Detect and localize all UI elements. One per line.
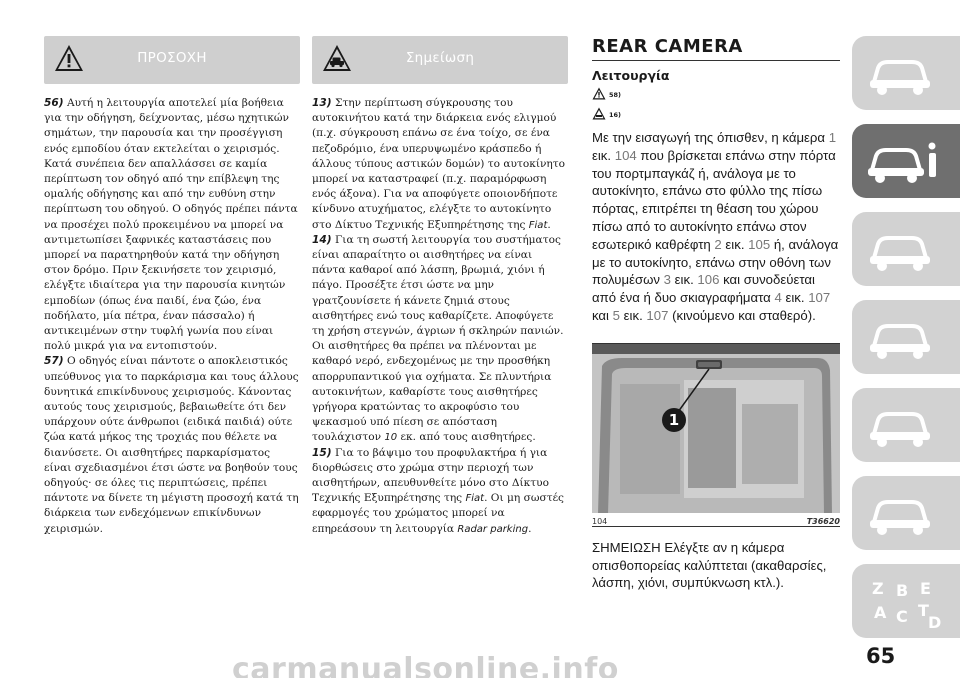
- reference-value: 5: [612, 307, 620, 323]
- subsection-title: Λειτουργία: [592, 68, 670, 83]
- warning-title: ΠΡΟΣΟΧΗ: [137, 50, 207, 66]
- note-banner: [312, 36, 568, 84]
- warning-column: [44, 36, 300, 537]
- rear-door-camera-figure: [592, 343, 840, 513]
- note-body: [312, 96, 568, 537]
- chapter-tab-index[interactable]: [852, 564, 960, 638]
- body-text-segment: εικ.: [721, 236, 749, 252]
- car-fuel-icon: [866, 222, 936, 274]
- reference-row: [592, 83, 840, 103]
- reference-value: 2: [714, 236, 722, 252]
- reference-value: 1: [828, 130, 837, 145]
- chapter-tab-vehicle[interactable]: [852, 36, 960, 110]
- car-wrench-icon: [866, 486, 936, 538]
- car-info-icon: [866, 134, 946, 186]
- svg-text:C: C: [896, 607, 908, 626]
- warning-body: [44, 96, 300, 537]
- note-paragraph: 13) Στην περίπτωση σύγκρουσης του αυτοκινήτου κατά την διάρκεια ενός ελιγμού (π.χ. σύγκρουση επάνω σε ένα τοίχο, σε ένα πεζοδρόμιο, ένα υπερυψωμένο κράσπεδο ή άλλους τύπους αστικών δομών) το αυτοκίνητο μπορεί να καταστραφεί (π.χ. παραμόρφωση ενός άξονα). Για να αποφύγετε οποιονδήποτε κίνδυνο ατυχήματος, ελέγξτε το αυτοκίνητο στο Δίκτυο Τεχνικής Εξυπηρέτησης της Fiat.: [312, 97, 566, 231]
- camera-note: ΣΗΜΕΙΩΣΗ Ελέγξτε αν η κάμερα οπισθοπορείας καλύπτεται (ακαθαρσίες, λάσπη, χιόνι, συμπύκνωση κτλ.).: [592, 539, 827, 591]
- body-text-segment: και συνοδεύεται από ένα ή δυο σκιαγραφήματα: [592, 272, 815, 306]
- body-text-segment: που βρίσκεται επάνω στην πόρτα του πορτμπαγκάζ ή, ανάλογα με το αυτοκίνητο, επάνω στο φύλλο της πίσω πόρτας, επιτρέπει τη θέαση του χώρου πίσω από το αυτοκίνητο επάνω στον εσωτερικό καθρέφτη: [592, 147, 836, 252]
- body-text-segment: ή, ανάλογα με το αυτοκίνητο, επάνω στην οθόνη των πολυμέσων: [592, 236, 839, 288]
- svg-text:B: B: [896, 581, 909, 600]
- alphabet-index-icon: [866, 574, 946, 634]
- chapter-tab-emergency[interactable]: [852, 388, 960, 462]
- car-icon: [866, 46, 936, 98]
- reference-value: 107: [808, 290, 831, 306]
- warning-paragraph: 57) Ο οδηγός είναι πάντοτε ο αποκλειστικός υπεύθυνος για το παρκάρισμα και τους άλλους δυνητικά επικίνδυνους χειρισμούς. Κάνοντας αυτούς τους χειρισμούς, βεβαιωθείτε ότι δεν υπάρχουν ούτε άνθρωποι (ειδικά παιδιά) ούτε ζώα κατά μήκος της τροχιάς που θέλετε να διανύσετε. Οι αισθητήρες παρκαρίσματος είναι σχεδιασμένοι έτσι ώστε να βοηθούν τους οδηγούς· σε όλες τις περιπτώσεις, πρέπει πάντοτε να δίνετε τη μέγιστη προσοχή κατά τη διάρκεια των ενδεχόμενων επικίνδυνων χειρισμών.: [44, 355, 299, 535]
- car-speed-icon: [866, 310, 936, 362]
- reference-value: 3: [663, 272, 671, 288]
- rear-camera-section: [592, 36, 840, 592]
- watermark: carmanualsonline.info: [232, 652, 619, 678]
- figure-callout: 1: [662, 408, 686, 432]
- warning-banner: [44, 36, 300, 84]
- reference-row: [592, 103, 840, 123]
- figure-code: T36620: [806, 516, 840, 526]
- section-divider: [592, 60, 840, 61]
- svg-text:Z: Z: [872, 579, 884, 598]
- body-text-segment: εικ.: [781, 290, 809, 306]
- rear-camera-description: [592, 129, 840, 325]
- body-text-segment: και: [592, 307, 613, 323]
- reference-number: 16): [609, 111, 622, 119]
- car-bump-icon: [592, 107, 606, 120]
- reference-number: 58): [609, 91, 622, 99]
- svg-text:T: T: [918, 601, 929, 620]
- reference-value: 107: [646, 307, 669, 323]
- body-text-segment: εικ.: [620, 307, 647, 323]
- figure-number: 104: [592, 516, 608, 526]
- reference-value: 4: [774, 290, 782, 306]
- chapter-tabs: [852, 36, 960, 652]
- rear-door-photo: [592, 344, 840, 513]
- note-title: Σημείωση: [405, 50, 475, 66]
- car-tool-icon: [866, 398, 936, 450]
- svg-text:D: D: [928, 613, 942, 632]
- warning-triangle-icon: [592, 87, 606, 100]
- section-title: REAR CAMERA: [592, 36, 743, 57]
- note-paragraph: 14) Για τη σωστή λειτουργία του συστήματος είναι απαραίτητο οι αισθητήρες να είναι πάντα καθαροί από λάσπη, βρωμιά, χιόνι ή πάγο. Προσέξτε έτσι ώστε να μην γρατζουνίσετε ή κάνετε ζημιά στους αισθητήρες ενώ τους καθαρίζετε. Αποφύγετε τη χρήση στεγνών, άγριων ή σκληρών πανιών. Οι αισθητήρες θα πρέπει να πλένονται με καθαρό νερό, ενδεχομένως με την προσθήκη απορρυπαντικού για οχήματα. Σε πλυντήρια αυτοκινήτων, καθαρίστε τους αισθητήρες γρήγορα κρατώντας το ακροφύσιο του ψεκασμού υπό πίεση σε απόσταση τουλάχιστον 10 εκ. από τους αισθητήρες.: [312, 233, 564, 444]
- chapter-tab-safety[interactable]: [852, 212, 960, 286]
- body-text-segment: εικ.: [592, 147, 615, 163]
- svg-text:A: A: [874, 603, 887, 622]
- body-text-segment: εικ.: [671, 272, 698, 288]
- reference-value: 105: [748, 236, 771, 252]
- body-text-segment: Με την εισαγωγή της όπισθεν, η κάμερα: [592, 130, 829, 145]
- body-text-segment: (κινούμενο και σταθερό).: [668, 307, 816, 323]
- reference-value: 106: [697, 272, 720, 288]
- reference-value: 104: [614, 147, 637, 163]
- figure-caption: [592, 513, 840, 527]
- chapter-tab-starting-driving[interactable]: [852, 300, 960, 374]
- chapter-tab-maintenance[interactable]: [852, 476, 960, 550]
- svg-text:E: E: [920, 579, 931, 598]
- warning-paragraph: 56) Αυτή η λειτουργία αποτελεί μία βοήθεια για την οδήγηση, δείχνοντας, μέσω ηχητικών σημάτων, την παρουσία και την προσέγγιση ενός εμποδίου όταν εκτελείται ο χειρισμός. Κατά συνέπεια δεν απαλλάσσει σε καμία περίπτωση τον οδηγό από την επίβλεψη της ομαλής οδήγησης και από την ευθύνη στην περίπτωση του οδηγού. Ο οδηγός πρέπει πάντα να προσέχει πολύ προκειμένου να μπορεί να αντιμετωπίσει ξαφνικές καταστάσεις που μπορεί να παρατηρηθούν κατά την οδήγηση στον δρόμο. Πριν ξεκινήσετε τον χειρισμό, ελέγξτε ιδιαίτερα για την παρουσία κινητών εμποδίων (όπως ένα παιδί, ένα ζώο, ένα ποδήλατο, μία πέτρα, έναν πάσσαλο) ή αντικειμένων στην τυφλή γωνία που είναι πολύ μικρά για να εντοπιστούν.: [44, 97, 298, 353]
- chapter-tab-knowing-vehicle[interactable]: [852, 124, 960, 198]
- page-number: 65: [866, 644, 896, 668]
- note-paragraph: 15) Για το βάψιμο του προφυλακτήρα ή για διορθώσεις στο χρώμα στην περιοχή των αισθητήρων, απευθυνθείτε μόνο στο Δίκτυο Τεχνικής Εξυπηρέτησης της Fiat. Οι μη σωστές εφαρμογές του χρώματος μπορεί να επηρεάσουν τη λειτουργία Radar parking.: [312, 446, 564, 535]
- note-column: [312, 36, 568, 537]
